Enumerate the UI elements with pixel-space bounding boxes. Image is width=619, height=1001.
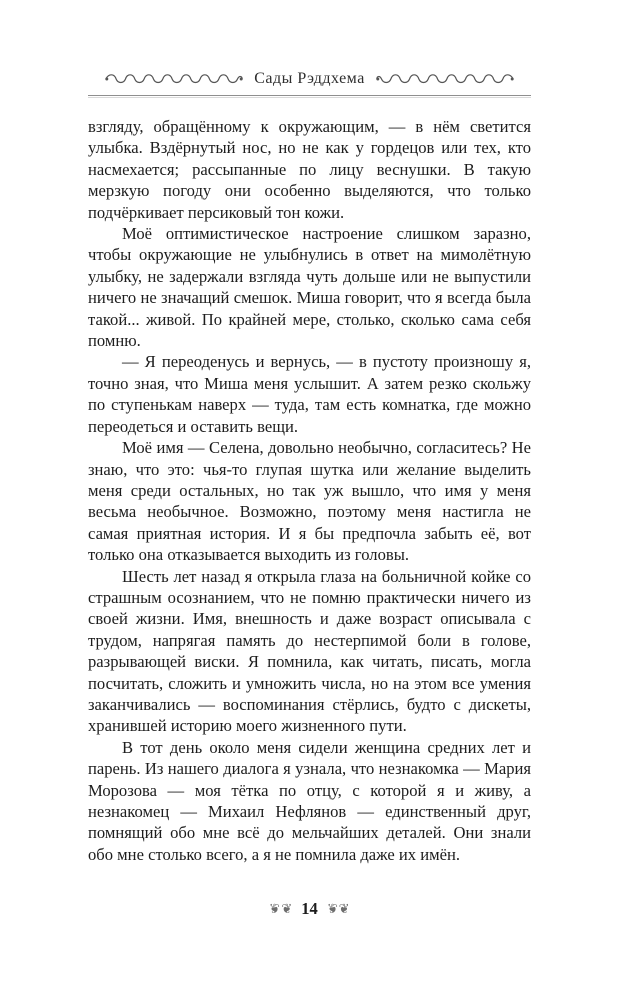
header-row [88,70,531,88]
header-rule [88,95,531,98]
page-header [88,70,531,98]
page-text [88,116,531,865]
header-flourish-left-icon [104,72,244,86]
body-paragraph: — Я переоденусь и вернусь, — в пустоту произношу я, точно зная, что Миша меня услышит. А затем резко скольжу по ступенькам наверх — туда, там есть комнатка, где можно переодеться и оставить вещи. [88,352,531,436]
page-number: 14 [301,899,318,918]
body-paragraph: В тот день около меня сидели женщина средних лет и парень. Из нашего диалога я узнала, что незнакомка — Мария Морозова — моя тётка по отцу, с которой я и живу, а незнакомец — Михаил Нефлянов — единственный друг, помнящий обо мне всё до мельчайших деталей. Они знали обо мне столько всего, а я не помнила даже их имён. [88,737,531,864]
body-paragraph: Моё имя — Селена, довольно необычно, согласитесь? Не знаю, что это: чья-то глупая шутка или желание выделить меня среди остальных, но так уж вышло, что имя у меня весьма необычное. Возможно, поэтому меня настигла не самая приятная история. И я бы предпочла забыть её, вот только она отказывается выходить из головы. [88,438,531,565]
header-flourish-right-icon [375,72,515,86]
body-paragraph: Моё оптимистическое настроение слишком заразно, чтобы окружающие не улыбнулись в ответ на мимолётную улыбку, не задержали взгляда чуть дольше или не выпустили ничего не значащий смешок. Миша говорит, что я всегда была такой... живой. По крайней мере, столько, сколько сама себя помню. [88,224,531,351]
page-footer [0,901,619,918]
body-paragraph: взгляду, обращённому к окружающим, — в нём светится улыбка. Вздёрнутый нос, но не как у гордецов или тех, кто насмехается; рассыпанные по лицу веснушки. В такую мерзкую погоду они особенно выделяются, что только подчёркивает персиковый тон кожи. [88,117,531,222]
book-title: Сады Рэддхема [254,70,365,87]
body-paragraph: Шесть лет назад я открыла глаза на больничной койке со страшным осознанием, что не помню практически ничего из своей жизни. Имя, внешность и даже возраст описывала с трудом, напрягая память до нестерпимой боли в голове, разрывающей виски. Я помнила, как читать, писать, могла посчитать, сложить и умножить числа, но на этом все умения заканчивались — воспоминания стёрлись, будто с дискеты, хранившей историю моего жизненного пути. [88,566,531,736]
footer-leaf-left-icon: ❦ ❦ [269,901,293,917]
footer-leaf-right-icon: ❦ ❦ [326,901,350,917]
